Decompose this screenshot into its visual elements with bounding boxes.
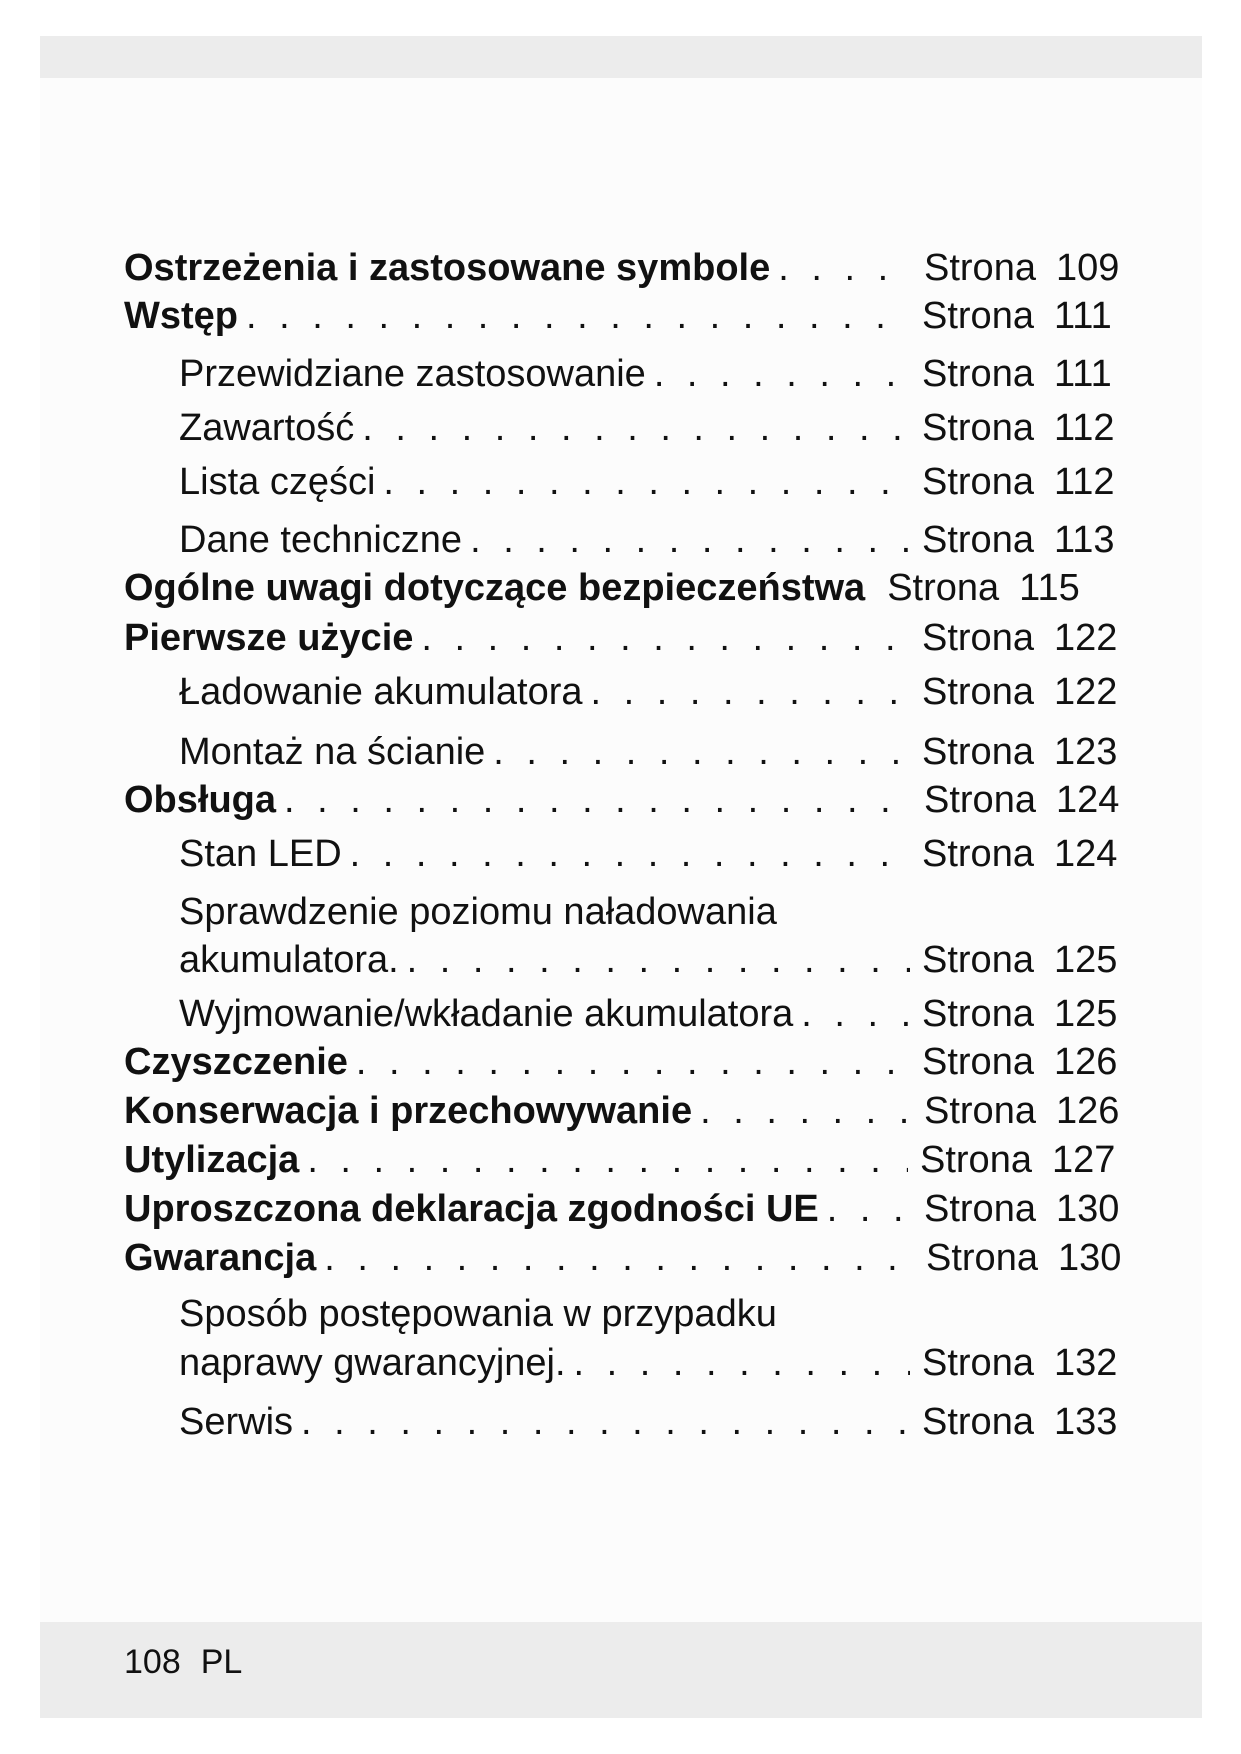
- toc-page-ref: [926, 1236, 1136, 1280]
- page-word: Strona: [922, 1401, 1034, 1443]
- toc-page-ref: [922, 460, 1132, 504]
- toc-entry-title: Pierwsze użycie: [124, 617, 414, 659]
- page-word: Strona: [924, 1090, 1036, 1132]
- toc-entry-title: Konserwacja i przechowywanie: [124, 1090, 693, 1132]
- page-word: Strona: [922, 1342, 1034, 1384]
- language-code: PL: [200, 1643, 243, 1681]
- toc-entry[interactable]: [124, 1040, 1132, 1084]
- dot-leader: [301, 1400, 910, 1444]
- dot-leader: [383, 460, 910, 504]
- page-word: Strona: [922, 295, 1034, 337]
- page-number: 130: [1057, 1237, 1122, 1279]
- toc-page-ref: [922, 832, 1132, 876]
- page-word: Strona: [922, 407, 1034, 449]
- dot-leader: [246, 294, 910, 338]
- page-number: 126: [1053, 1041, 1118, 1083]
- page-number: 132: [1053, 1342, 1118, 1384]
- toc-entry[interactable]: [124, 1236, 1136, 1280]
- toc-entry-title: Ostrzeżenia i zastosowane symbole: [124, 247, 771, 289]
- toc-entry-title: Dane techniczne: [179, 519, 463, 561]
- toc-entry[interactable]: [124, 730, 1132, 774]
- page-word: Strona: [922, 671, 1034, 713]
- dot-leader: [350, 832, 910, 876]
- page-number: 124: [1053, 833, 1118, 875]
- toc-page-ref: [922, 1040, 1132, 1084]
- page-word: Strona: [922, 519, 1034, 561]
- toc-page-ref: [922, 938, 1132, 982]
- page-word: Strona: [922, 353, 1034, 395]
- page-word: Strona: [922, 731, 1034, 773]
- toc-entry-title: Ogólne uwagi dotyczące bezpieczeństwa: [124, 567, 866, 609]
- toc-entry[interactable]: [124, 1138, 1130, 1182]
- dot-leader: [778, 246, 912, 290]
- page-word: Strona: [924, 247, 1036, 289]
- toc-page-ref: [922, 406, 1132, 450]
- dot-leader: [421, 616, 910, 660]
- toc-entry[interactable]: [124, 670, 1132, 714]
- toc-entry[interactable]: [124, 1400, 1132, 1444]
- toc-entry[interactable]: [124, 1341, 1132, 1385]
- toc-entry[interactable]: [124, 616, 1132, 660]
- page-word: Strona: [887, 567, 1000, 609]
- toc-entry[interactable]: [124, 518, 1132, 562]
- page-number: 127: [1051, 1139, 1116, 1181]
- toc-entry[interactable]: [124, 566, 1134, 610]
- page-number: 125: [1053, 993, 1118, 1035]
- toc-entry-title: Przewidziane zastosowanie: [179, 353, 646, 395]
- toc-entry-title: akumulatora.: [179, 939, 399, 981]
- dot-leader: [324, 1236, 914, 1280]
- page-number: 124: [1055, 779, 1120, 821]
- page-number: 113: [1053, 519, 1115, 561]
- toc-entry-title: Ładowanie akumulatora: [179, 671, 583, 713]
- dot-leader: [470, 518, 910, 562]
- dot-leader: [493, 730, 910, 774]
- toc-entry-title-line1: Sprawdzenie poziomu naładowania: [179, 891, 777, 933]
- toc-entry-title: Obsługa: [124, 779, 277, 821]
- page-number: 112: [1053, 461, 1115, 503]
- toc-entry[interactable]: [124, 832, 1132, 876]
- top-band: [40, 36, 1202, 78]
- toc-entry-title-line1: Sposób postępowania w przypadku: [179, 1293, 777, 1335]
- page-number: 125: [1053, 939, 1118, 981]
- page-number: 123: [1053, 731, 1118, 773]
- toc-entry[interactable]: [124, 406, 1132, 450]
- toc-page-ref: [922, 670, 1132, 714]
- page-word: Strona: [926, 1237, 1038, 1279]
- dot-leader: [356, 1040, 910, 1084]
- page-number: 112: [1053, 407, 1115, 449]
- toc-entry[interactable]: [124, 1089, 1134, 1133]
- toc-page-ref: [922, 992, 1132, 1036]
- toc-entry[interactable]: [124, 938, 1132, 982]
- toc-entry[interactable]: [124, 992, 1132, 1036]
- page-word: Strona: [922, 833, 1034, 875]
- dot-leader: [574, 1341, 910, 1385]
- page-number: 109: [1055, 247, 1120, 289]
- toc-entry[interactable]: [124, 352, 1132, 396]
- toc-page-ref: [920, 1138, 1130, 1182]
- dot-leader: [654, 352, 910, 396]
- toc-entry-title: Czyszczenie: [124, 1041, 348, 1083]
- toc-entry-title: Uproszczona deklaracja zgodności UE: [124, 1188, 819, 1230]
- toc-page-ref: [924, 778, 1134, 822]
- dot-leader: [407, 938, 910, 982]
- dot-leader: [801, 992, 910, 1036]
- page-number: 133: [1053, 1401, 1118, 1443]
- toc-page-ref: [887, 566, 1097, 610]
- toc-entry[interactable]: [124, 460, 1132, 504]
- toc-page-ref: [922, 294, 1132, 338]
- page-number: 122: [1053, 617, 1118, 659]
- toc-entry-title: Serwis: [179, 1401, 294, 1443]
- toc-entry-title: Wyjmowanie/wkładanie akumulatora: [179, 993, 794, 1035]
- toc-entry-title: Wstęp: [124, 295, 238, 337]
- toc-page-ref: [924, 246, 1134, 290]
- toc-page-ref: [922, 518, 1132, 562]
- page-word: Strona: [922, 461, 1034, 503]
- dot-leader: [307, 1138, 908, 1182]
- toc-entry-title: Stan LED: [179, 833, 342, 875]
- dot-leader: [284, 778, 912, 822]
- page-footer: [124, 1642, 242, 1682]
- dot-leader: [827, 1187, 912, 1231]
- toc-page-ref: [924, 1089, 1134, 1133]
- toc-entry-title: Gwarancja: [124, 1237, 317, 1279]
- dot-leader: [591, 670, 911, 714]
- dot-leader: [362, 406, 910, 450]
- toc-page-ref: [922, 616, 1132, 660]
- page-word: Strona: [922, 617, 1034, 659]
- toc-entry[interactable]: [124, 778, 1134, 822]
- dot-leader: [700, 1089, 912, 1133]
- toc-entry[interactable]: [124, 294, 1132, 338]
- page-number-footer: 108: [124, 1643, 181, 1681]
- toc-entry-title: naprawy gwarancyjnej.: [179, 1342, 566, 1384]
- page-word: Strona: [922, 939, 1034, 981]
- page-word: Strona: [922, 993, 1034, 1035]
- page-number: 122: [1053, 671, 1118, 713]
- page-number: 115: [1019, 567, 1080, 609]
- page-word: Strona: [924, 779, 1036, 821]
- toc-entry-title: Utylizacja: [124, 1139, 300, 1181]
- page-word: Strona: [920, 1139, 1032, 1181]
- toc-page-ref: [922, 730, 1132, 774]
- page-word: Strona: [924, 1188, 1036, 1230]
- toc-page-ref: [922, 1400, 1132, 1444]
- page-number: 130: [1055, 1188, 1120, 1230]
- toc-entry[interactable]: [124, 1187, 1134, 1231]
- page-number: 111: [1053, 295, 1112, 337]
- toc-page-ref: [922, 1341, 1132, 1385]
- page-word: Strona: [922, 1041, 1034, 1083]
- page-number: 111: [1053, 353, 1112, 395]
- toc-page-ref: [924, 1187, 1134, 1231]
- toc-entry-title: Lista części: [179, 461, 376, 503]
- page-number: 126: [1055, 1090, 1120, 1132]
- toc-entry[interactable]: [124, 246, 1134, 290]
- toc-entry-title: Montaż na ścianie: [179, 731, 486, 773]
- toc-entry-title: Zawartość: [179, 407, 355, 449]
- toc-page-ref: [922, 352, 1132, 396]
